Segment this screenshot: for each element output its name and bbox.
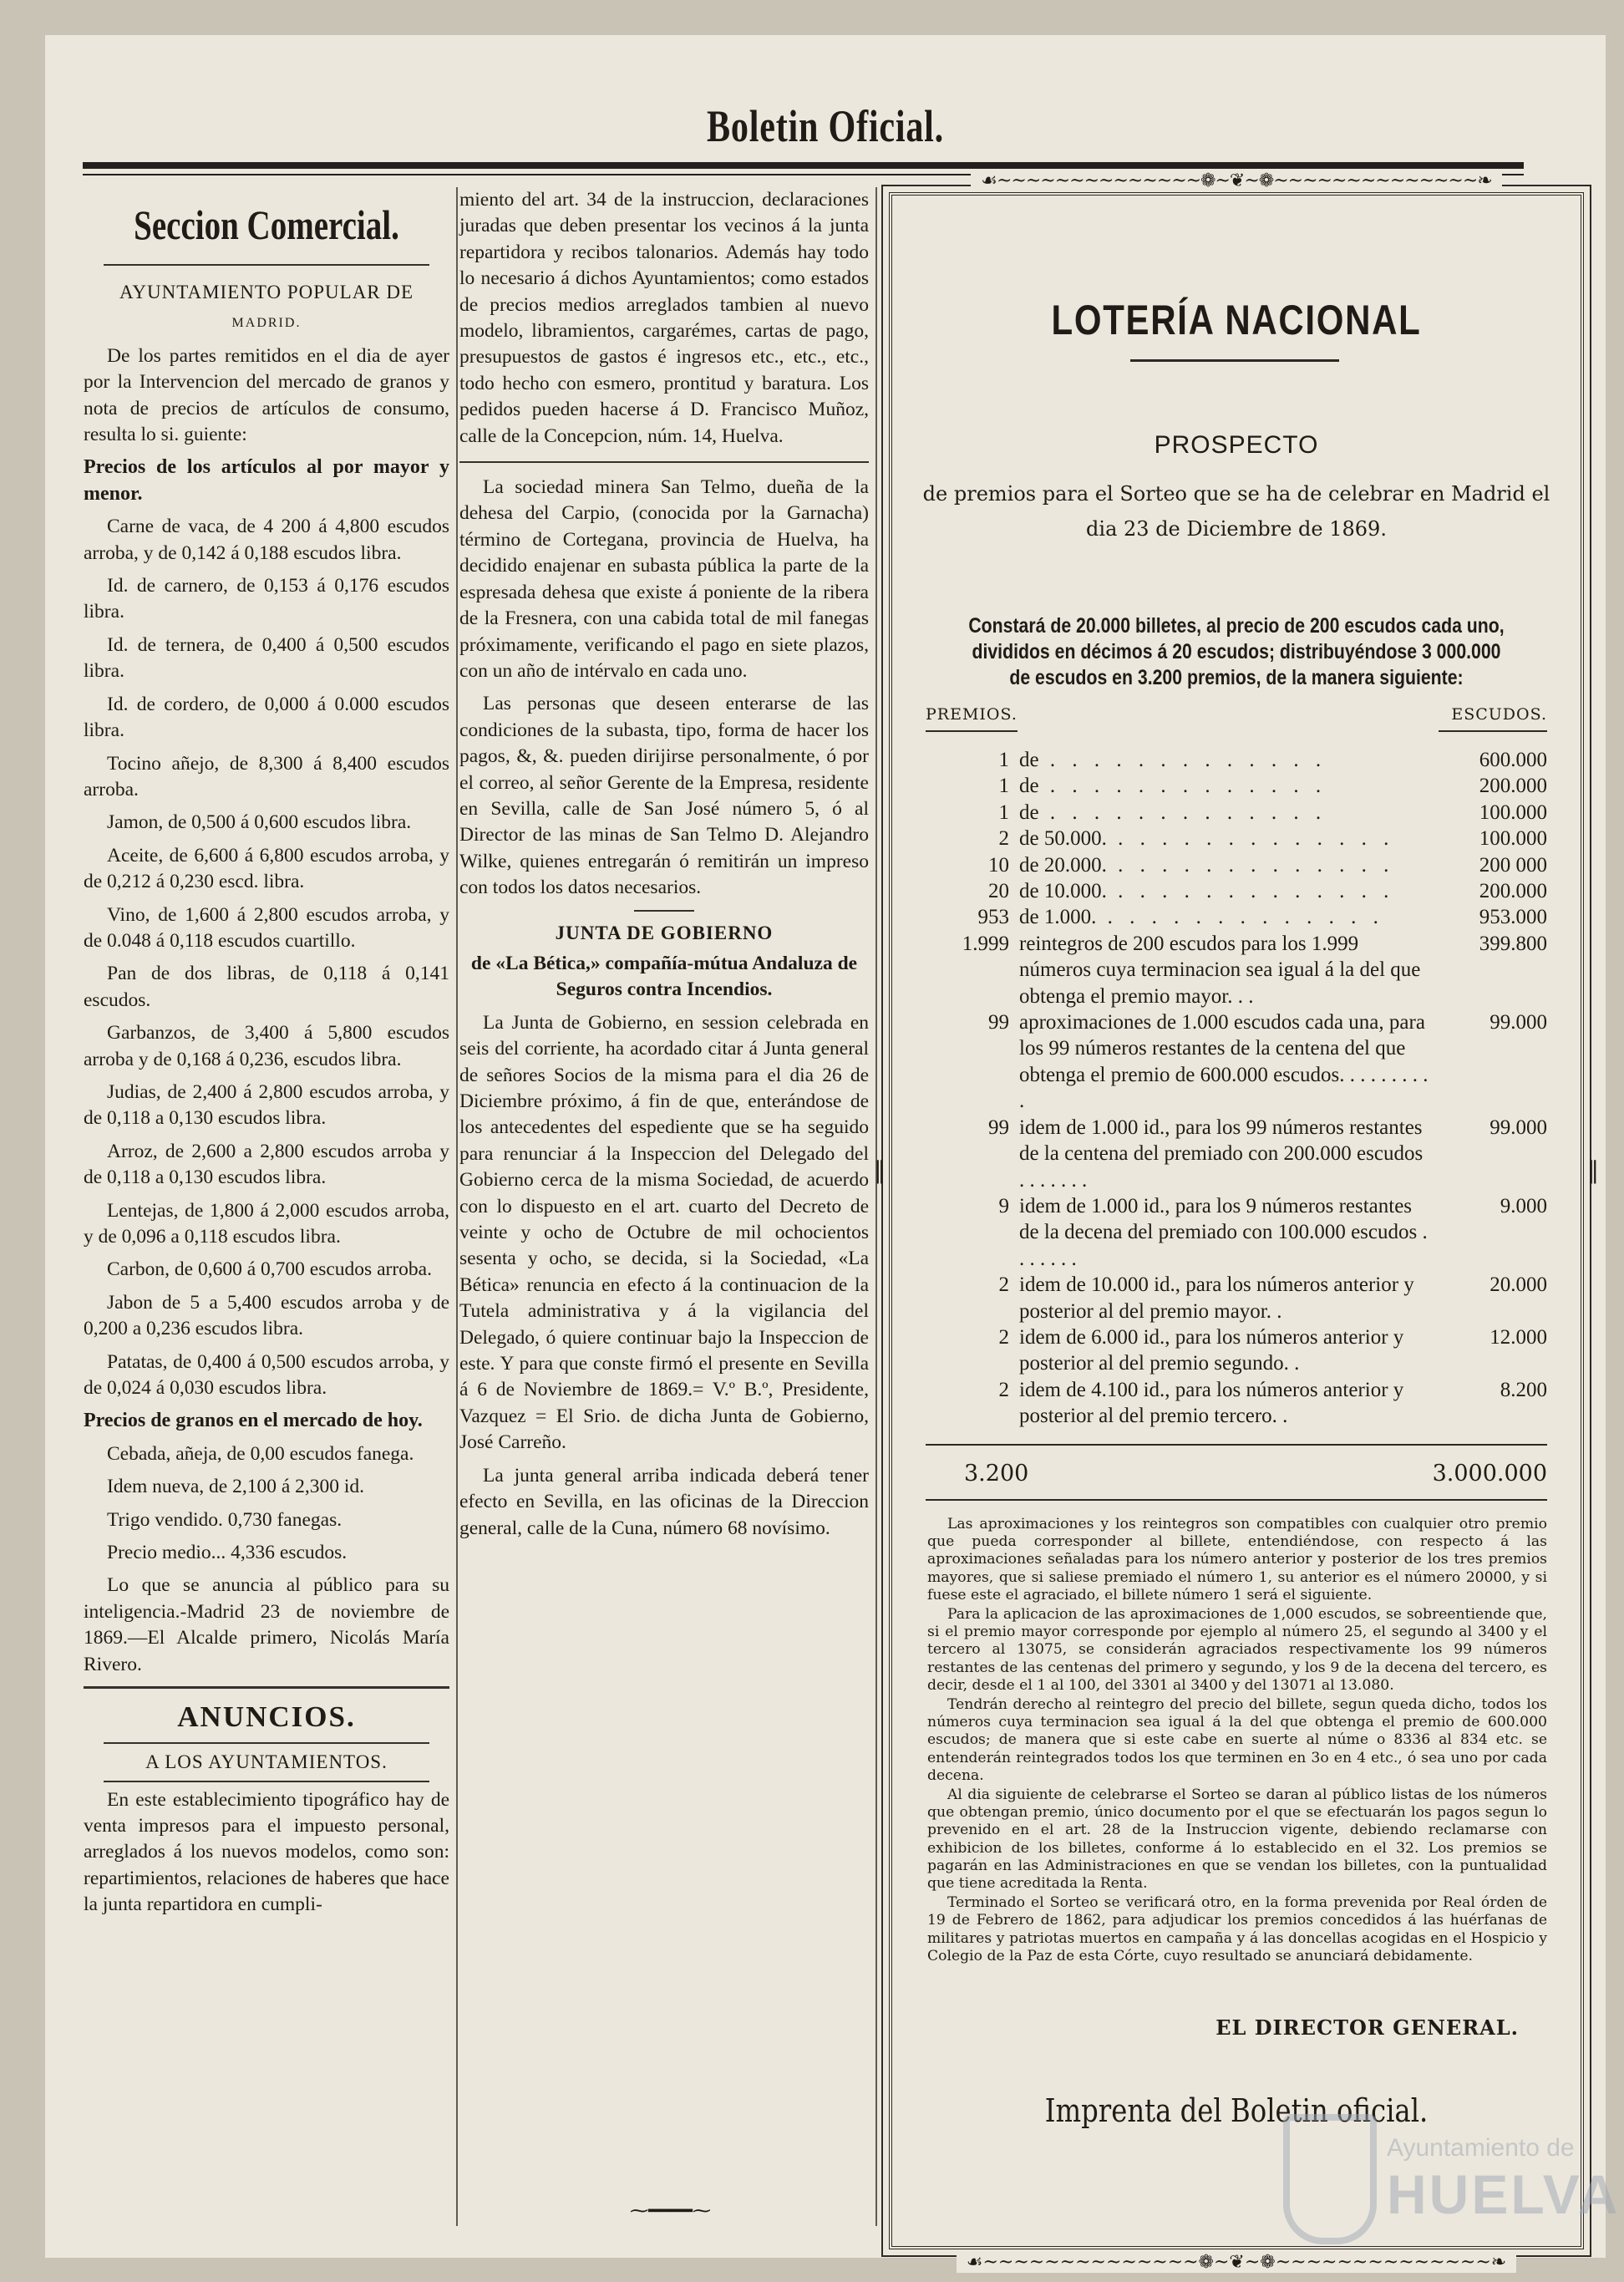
loteria-box	[874, 170, 1599, 2273]
prize-row	[926, 878, 1547, 904]
prize-amount: 100.000	[1479, 827, 1547, 851]
note-paragraph: Las aproximaciones y los reintegros son compatibles con cualquier otro premio que pueda corresponder al billete, entendiéndose, con respecto á las aproximaciones señaladas para los número anterior y posterior de los tres premios mayores, que si saliese premiado el número 1, su anterior es el número 20000, y si fuese este el agraciado, el billete número 1 será el siguiente.	[927, 1516, 1547, 1603]
premios-line: de premios para el Sorteo que se ha de celebrar en Madrid el dia 23 de Diciembre de 1869.	[922, 482, 1550, 541]
prize-description: idem de 1.000 id., para los 9 números restantes de la decena del premiado con 100.000 escudos . . . . . . .	[1019, 1194, 1428, 1270]
closing-paragraph: Lo que se anuncia al público para su inteligencia.-Madrid 23 de noviembre de 1869.—El Alcalde primero, Nicolás María Rivero.	[84, 1574, 449, 1675]
price-item: Patatas, de 0,400 á 0,500 escudos arroba, y de 0,024 á 0,030 escudos libra.	[84, 1350, 449, 1400]
mine-paragraph: La sociedad minera San Telmo, dueña de la dehesa del Carpio, (conocida por la Garnacha) término de Cortegana, provincia de Huelva, ha decidido enajenar en subasta pública la parte de la espresada dehesa que existe á poniente de la ribera de la Fresnera, con una cabida total de mil fanegas próximamente, verificando el pago en siete plazos, con un año de intérvalo en cada uno.	[459, 476, 869, 682]
prospecto-heading: PROSPECTO	[1154, 431, 1319, 459]
prize-count: 1	[998, 800, 1009, 824]
price-item: Pan de dos libras, de 0,118 á 0,141 escudos.	[84, 963, 449, 1011]
prize-row	[926, 852, 1547, 878]
price-item: Judias, de 2,400 á 2,800 escudos arroba, y de 0,118 a 0,130 escudos libra.	[84, 1080, 449, 1130]
header-rule	[1439, 730, 1547, 732]
leader-dots: . . . . . . . . . . . . .	[1038, 800, 1327, 824]
junta-title: JUNTA DE GOBIERNO	[555, 922, 774, 943]
prize-amount: 99.000	[1490, 1011, 1547, 1034]
prize-row	[926, 1272, 1547, 1324]
prize-amount: 399.800	[1479, 932, 1547, 955]
prize-count: 953	[977, 906, 1009, 929]
note-paragraph: Al dia siguiente de celebrarse el Sorteo se daran al público listas de los números que obtengan premio, único documento por el que se efectuarán los pagos segun lo prevenido en el art. 28 de la Instruccion vigente, debiendo reclamarse con exhibicion de los billetes, conforme á lo establecido en el 32. Los premios se pagarán en las Administraciones en que se vendan los billetes, con la puntualidad que tiene acreditada la Renta.	[927, 1786, 1547, 1893]
newspaper-page	[45, 35, 1606, 2273]
prize-amount: 200.000	[1479, 880, 1547, 903]
price-item: Id. de carnero, de 0,153 á 0,176 escudos libra.	[84, 575, 449, 623]
price-item: Aceite, de 6,600 á 6,800 escudos arroba, y de 0,212 á 0,230 escd. libra.	[84, 844, 449, 893]
prize-row	[926, 747, 1547, 773]
mine-paragraph: Las personas que deseen enterarse de las condiciones de la subasta, tipo, forma de hacer los pagos, &, &. pueden dirijirse personalmente, ó por el correo, al señor Gerente de la Empresa, residente en Sevilla, calle de San José número 5, ó al Director de las minas de San Telmo D. Alejandro Wilke, quienes entregarán ó remitirán un impreso con todos los datos necesarios.	[459, 693, 869, 899]
prize-row	[926, 1324, 1547, 1377]
prize-description: aproximaciones de 1.000 escudos cada una, para los 99 números restantes de la centena del que obtenga el premio de 600.000 escudos. . . . . . . . . .	[1019, 1011, 1429, 1113]
leader-dots: . . . . . . . . . . . . .	[1096, 906, 1384, 929]
price-item: Carne de vaca, de 4 200 á 4,800 escudos arroba, y de 0,142 á 0,188 escudos libra.	[84, 516, 449, 564]
price-item: Id. de cordero, de 0,000 á 0.000 escudos libra.	[84, 693, 449, 742]
prize-count: 9	[998, 1194, 1009, 1217]
grain-item: Cebada, añeja, de 0,00 escudos fanega.	[107, 1442, 414, 1465]
prize-description: idem de 1.000 id., para los 99 números restantes de la centena del premiado con 200.000 escudos . . . . . . .	[1019, 1116, 1424, 1192]
total-escudos: 3.000.000	[1432, 1461, 1547, 1487]
junta-paragraph: La junta general arriba indicada deberá tener efecto en Sevilla, en las oficinas de la Direccion general, calle de la Cuna, número 68 novísimo.	[459, 1464, 869, 1539]
prize-count: 1	[998, 749, 1009, 771]
prize-amount: 8.200	[1500, 1378, 1547, 1401]
top-rule	[83, 162, 1524, 169]
prize-description: de 10.000. . . . . . . . . . . . . .	[1019, 880, 1395, 903]
total-rule	[926, 1444, 1547, 1446]
price-item: Lentejas, de 1,800 á 2,000 escudos arroba, y de 0,096 a 0,118 escudos libra.	[84, 1199, 449, 1248]
prize-amount: 9.000	[1500, 1194, 1547, 1217]
anuncios-paragraph: En este establecimiento tipográfico hay de venta impresos para el impuesto personal, arreglados á los nuevos modelos, como son: repartimientos, relaciones de haberes que hace la junta repartidora en cumpli-	[84, 1788, 449, 1916]
column-commercial	[84, 187, 449, 1925]
bottom-flourish: ⁓━━━━⁓	[630, 2201, 711, 2222]
leader-dots: . . . . . . . . . . . . .	[1038, 775, 1327, 798]
section-title: Seccion Comercial.	[134, 201, 399, 248]
leader-dots: . . . . . . . . . . . . .	[1038, 749, 1327, 771]
total-premios: 3.200	[964, 1461, 1029, 1487]
madrid-subheading: MADRID.	[231, 316, 302, 331]
divider	[459, 461, 869, 463]
prize-row	[926, 773, 1547, 799]
shield-icon	[1283, 2114, 1377, 2244]
prize-count: 2	[998, 1325, 1009, 1349]
grain-item: Trigo vendido. 0,730 fanegas.	[107, 1508, 343, 1531]
prize-description: idem de 4.100 id., para los números anterior y posterior al del premio tercero. .	[1019, 1378, 1404, 1428]
prices-heading: Precios de los artículos al por mayor y menor.	[84, 456, 449, 505]
note-paragraph: Terminado el Sorteo se verificará otro, en la forma prevenida por Real órden de 19 de Febrero de 1862, para adjudicar los premios concedidos á las huérfanas de militares y patriotas muertos en campaña y á las doncellas acogidas en el Hospicio y Colegio de la Paz de esta Córte, cuyo resultado se anunciará debidamente.	[927, 1894, 1547, 1964]
column-rule	[456, 187, 458, 2226]
prize-count: 10	[988, 853, 1009, 877]
junta-paragraph: La Junta de Gobierno, en session celebrada en seis del corriente, ha acordado citar á Junta general de señores Socios de la misma para el dia 26 de Diciembre próximo, á fin de que, enterándose de los antecedentes del espediente que se ha seguido para renunciar á la Inspeccion del Delegado del Gobierno cerca de la misma Sociedad, de acuerdo con lo dispuesto en el art. cuarto del Decreto de veinte y ocho de Octubre de mil ochocientos sesenta y ocho, se decida, si la Sociedad, «La Bética» renuncia en efecto á la continuacion de la Tutela administrativa y á la vigilancia del Delegado, ó quiere continuar bajo la Inspeccion de este. Y para que conste firmó el presente en Sevilla á 6 de Noviembre de 1869.= V.º B.º, Presidente, Vazquez = El Srio. de dicha Junta de Gobierno, José Carreño.	[459, 1011, 869, 1454]
prize-count: 1.999	[962, 932, 1009, 955]
loteria-intro: Constará de 20.000 billetes, al precio de 200 escudos cada uno, divididos en décimos á 20 escudos; distribuyéndose 3 000.000 de escudos en 3.200 premios, de la manera siguiente:	[968, 614, 1505, 689]
col-escudos: ESCUDOS.	[1451, 705, 1547, 724]
watermark	[1278, 2114, 1621, 2264]
prize-amount: 200 000	[1479, 853, 1547, 877]
prize-count: 2	[998, 1378, 1009, 1401]
junta-subtitle: de «La Bética,» compañía-mútua Andaluza de Seguros contra Incendios.	[470, 952, 858, 1001]
prize-description: de . . . . . . . . . . . . .	[1019, 749, 1327, 771]
continuation-paragraph: miento del art. 34 de la instruccion, declaraciones juradas que deben presentar los vecinos á la junta repartidora y recibos talonarios. Además hay todo lo necesario á dichos Ayuntamientos; como estados de precios medios arreglados tambien al nuevo modelo, libramientos, cargarémes, cartas de pago, presupuestos de gastos é ingresos etc., etc., etc., todo hecho con esmero, prontitud y baratura. Los pedidos pueden hacerse á D. Francisco Muñoz, calle de la Concepcion, núm. 14, Huelva.	[459, 189, 869, 447]
prize-description: de . . . . . . . . . . . . .	[1019, 775, 1327, 798]
divider	[104, 264, 429, 266]
divider	[104, 1781, 429, 1782]
prize-amount: 600.000	[1479, 749, 1547, 771]
grain-item: Precio medio... 4,336 escudos.	[107, 1542, 348, 1564]
divider	[84, 1686, 449, 1689]
price-item: Tocino añejo, de 8,300 á 8,400 escudos arroba.	[84, 752, 449, 800]
prize-row	[926, 800, 1547, 826]
prize-row	[926, 904, 1547, 930]
intro-paragraph: De los partes remitidos en el dia de ayer por la Intervencion del mercado de granos y nota de precios de artículos de consumo, resulta lo si. guiente:	[84, 344, 449, 446]
anuncios-title: ANUNCIOS.	[177, 1700, 356, 1734]
col-premios: PREMIOS.	[926, 705, 1018, 724]
ornament-bottom: ☙~~~~~~~~~~~~~~❁~❦~❁~~~~~~~~~~~~~~❧	[892, 2252, 1581, 2273]
prize-description: reintegros de 200 escudos para los 1.999 números cuya terminacion sea igual á la del que obtenga el premio mayor. . .	[1019, 932, 1421, 1008]
loteria-notes	[927, 1516, 1547, 1967]
column-rule	[875, 187, 877, 2226]
price-item: Id. de ternera, de 0,400 á 0,500 escudos libra.	[84, 633, 449, 683]
leader-dots: . . . . . . . . . . . . .	[1106, 880, 1395, 903]
director-signature: EL DIRECTOR GENERAL.	[1215, 2015, 1519, 2040]
ayuntamiento-heading: AYUNTAMIENTO POPULAR DE	[119, 282, 414, 302]
price-item: Vino, de 1,600 á 2,800 escudos arroba, y de 0.048 á 0,118 escudos cuartillo.	[84, 903, 449, 952]
price-item: Jabon de 5 a 5,400 escudos arroba y de 0,200 a 0,236 escudos libra.	[84, 1291, 449, 1340]
header-rule	[926, 730, 1018, 732]
prize-description: de 1.000. . . . . . . . . . . . . .	[1019, 906, 1384, 929]
prize-description: de 50.000. . . . . . . . . . . . . .	[1019, 827, 1395, 851]
prize-description: de 20.000. . . . . . . . . . . . . .	[1019, 853, 1395, 877]
watermark-line1: Ayuntamiento de	[1387, 2134, 1575, 2162]
masthead: Boletin Oficial.	[707, 101, 944, 151]
prize-row	[926, 1193, 1547, 1272]
price-item: Arroz, de 2,600 a 2,800 escudos arroba y de 0,118 a 0,130 escudos libra.	[84, 1140, 449, 1189]
prize-count: 2	[998, 1273, 1009, 1297]
prize-description: de . . . . . . . . . . . . .	[1019, 800, 1327, 824]
prize-amount: 99.000	[1490, 1116, 1547, 1139]
prize-amount: 953.000	[1479, 906, 1547, 929]
prize-amount: 20.000	[1490, 1273, 1547, 1297]
grain-item: Idem nueva, de 2,100 á 2,300 id.	[107, 1476, 365, 1498]
note-paragraph: Tendrán derecho al reintegro del precio del billete, segun queda dicho, todos los números cuya terminacion sea igual á la del que obtenga el premio de 600.000 escudos; de manera que si este cabe en suerte al núme o 8336 al 834 etc. se entenderán reintegrados todos los que terminen en 3o en 4 etc., ó sea uno por cada decena.	[927, 1696, 1547, 1784]
prize-count: 1	[998, 775, 1009, 798]
prize-amount: 200.000	[1479, 775, 1547, 798]
watermark-line2: HUELVA	[1387, 2163, 1621, 2225]
prize-amount: 12.000	[1490, 1325, 1547, 1349]
anuncios-heading: A LOS AYUNTAMIENTOS.	[145, 1751, 388, 1773]
note-paragraph: Para la aplicacion de las aproximaciones de 1,000 escudos, se sobreentiende que, si el premio mayor corresponde por ejemplo al número 25, el segundo al 3400 y el tercero al 13075, se considerán agraciados respectivamente los 99 números restantes de las centenas del primero y segundo, y los 9 de la decena del tercero, es decir, desde el 1 al 100, del 3301 al 3400 y del 13071 al 13.080.	[927, 1606, 1547, 1694]
prize-row	[926, 1377, 1547, 1430]
column-notices	[459, 187, 869, 1548]
divider	[104, 1742, 429, 1744]
prize-row	[926, 1115, 1547, 1193]
grain-heading: Precios de granos en el mercado de hoy.	[84, 1410, 423, 1432]
side-ornament: ‖	[874, 1156, 886, 1184]
price-item: Garbanzos, de 3,400 á 5,800 escudos arroba y de 0,168 á 0,236, escudos libra.	[84, 1022, 449, 1070]
side-ornament: ‖	[1587, 1156, 1599, 1184]
prize-description: idem de 10.000 id., para los números anterior y posterior al del premio mayor. .	[1019, 1273, 1414, 1323]
price-item: Carbon, de 0,600 á 0,700 escudos arroba.	[107, 1258, 432, 1281]
prize-table	[926, 747, 1547, 1430]
divider	[634, 910, 694, 912]
price-item: Jamon, de 0,500 á 0,600 escudos libra.	[107, 811, 412, 834]
leader-dots: . . . . . . . . . . . . .	[1106, 853, 1395, 877]
prize-amount: 100.000	[1479, 800, 1547, 824]
title-ornament	[1130, 359, 1339, 365]
prize-count: 99	[988, 1011, 1009, 1034]
prize-count: 2	[998, 827, 1009, 851]
total-rule	[926, 1499, 1547, 1501]
imprenta-line: Imprenta del Boletin oficial.	[1044, 2092, 1429, 2129]
prize-description: idem de 6.000 id., para los números anterior y posterior al del premio segundo. .	[1019, 1325, 1404, 1375]
prize-row	[926, 826, 1547, 851]
prize-row	[926, 1009, 1547, 1115]
prize-row	[926, 931, 1547, 1009]
loteria-title: LOTERÍA NACIONAL	[1051, 297, 1422, 343]
prize-count: 99	[988, 1116, 1009, 1139]
leader-dots: . . . . . . . . . . . . .	[1106, 827, 1395, 851]
ornament-top: ☙~~~~~~~~~~~~~~❁~❦~❁~~~~~~~~~~~~~~❧	[892, 170, 1581, 191]
prize-count: 20	[988, 880, 1009, 903]
